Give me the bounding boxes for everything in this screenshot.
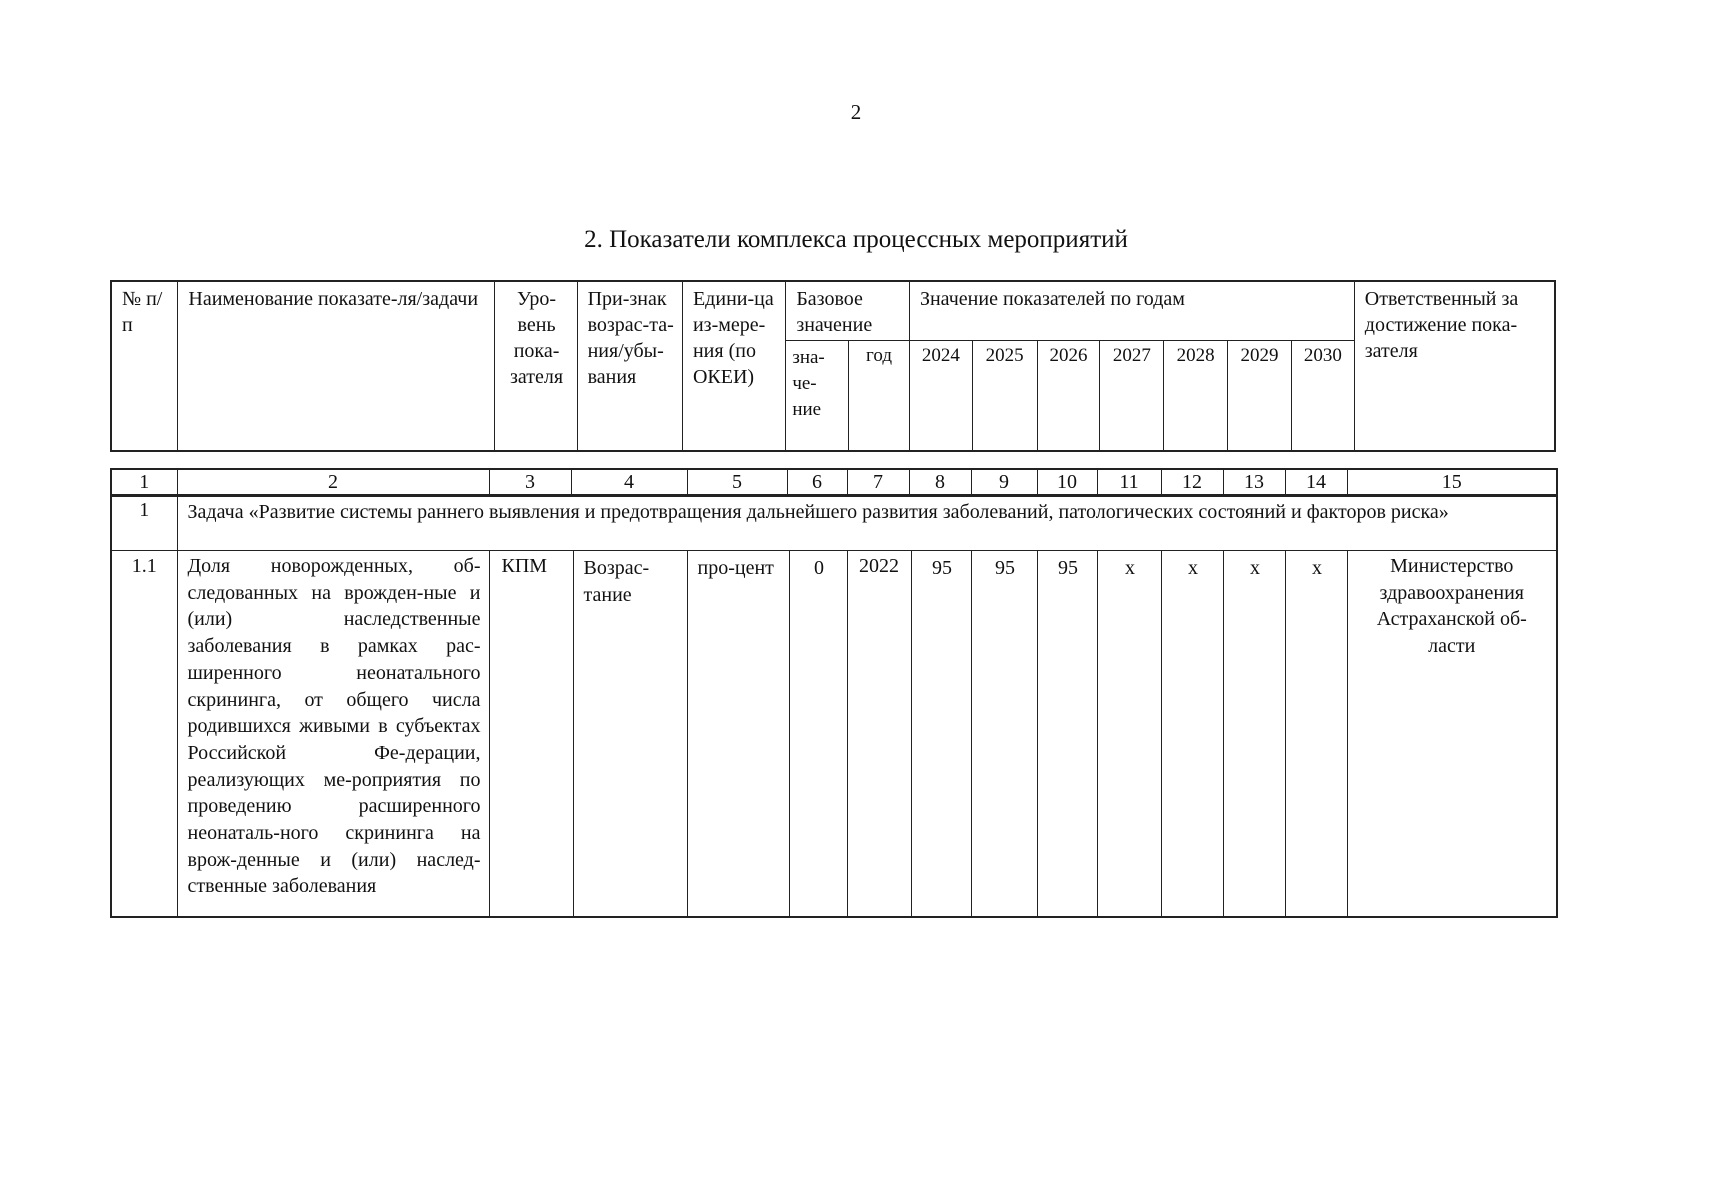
header-year: 2027 <box>1100 341 1164 451</box>
header-level: Уро-вень пока-зателя <box>494 281 577 451</box>
header-base: Базовое значение <box>786 281 910 341</box>
column-number: 11 <box>1097 469 1161 495</box>
task-number: 1 <box>111 497 177 551</box>
indicator-base-year: 2022 <box>847 551 911 917</box>
indicator-value: х <box>1161 551 1223 917</box>
header-values: Значение показателей по годам <box>909 281 1354 341</box>
header-year: 2026 <box>1037 341 1100 451</box>
indicator-name: Доля новорожденных, об-следованных на врожден-ные и (или) наследственные заболевания в рамках рас-ширенного неонатального скрининга, от общего числа родившихся живыми в субъектах Российской Фе-дерации, реализующих ме-роприятия по проведению расширенного неонаталь-ного скрининга на врож-денные и (или) наслед-ственные заболевания <box>177 551 489 917</box>
column-number: 8 <box>909 469 971 495</box>
header-name: Наименование показате-ля/задачи <box>178 281 494 451</box>
indicator-value: х <box>1097 551 1161 917</box>
indicator-number: 1.1 <box>111 551 177 917</box>
indicator-value: 95 <box>971 551 1037 917</box>
indicator-level: КПМ <box>489 551 573 917</box>
indicator-value: х <box>1285 551 1347 917</box>
section-heading: 2. Показатели комплекса процессных мероприятий <box>584 226 1128 253</box>
column-number: 14 <box>1285 469 1347 495</box>
header-base-value: зна-че-ние <box>786 341 849 451</box>
indicator-responsible: Министерство здравоохранения Астраханской об-ласти <box>1347 551 1557 917</box>
indicator-value: 95 <box>1037 551 1097 917</box>
column-number: 1 <box>111 469 177 495</box>
column-number: 5 <box>687 469 787 495</box>
indicator-sign: Возрас-тание <box>573 551 687 917</box>
header-year: 2029 <box>1228 341 1292 451</box>
column-number: 10 <box>1037 469 1097 495</box>
column-numbers-table <box>110 468 1558 496</box>
indicators-body-table <box>110 496 1558 918</box>
header-base-year: год <box>849 341 910 451</box>
column-number: 3 <box>489 469 571 495</box>
column-number: 4 <box>571 469 687 495</box>
header-year: 2028 <box>1164 341 1228 451</box>
column-number: 9 <box>971 469 1037 495</box>
header-responsible: Ответственный за достижение пока-зателя <box>1354 281 1555 451</box>
indicator-value: х <box>1223 551 1285 917</box>
header-year: 2030 <box>1291 341 1354 451</box>
column-number: 6 <box>787 469 847 495</box>
indicator-value: 95 <box>911 551 971 917</box>
column-number: 12 <box>1161 469 1223 495</box>
header-year: 2024 <box>909 341 972 451</box>
header-sign: При-знак возрас-та-ния/убы-вания <box>577 281 682 451</box>
header-unit: Едини-ца из-мере-ния (по ОКЕИ) <box>682 281 785 451</box>
column-number: 7 <box>847 469 909 495</box>
header-year: 2025 <box>972 341 1037 451</box>
header-num: № п/п <box>111 281 178 451</box>
page-number: 2 <box>850 100 862 124</box>
column-number: 2 <box>177 469 489 495</box>
indicator-base-value: 0 <box>789 551 847 917</box>
indicator-unit: про-цент <box>687 551 789 917</box>
indicators-header-table <box>110 280 1556 452</box>
column-number: 13 <box>1223 469 1285 495</box>
column-number: 15 <box>1347 469 1557 495</box>
task-text: Задача «Развитие системы раннего выявления и предотвращения дальнейшего развития заболеваний, патологических состояний и факторов риска» <box>177 497 1557 551</box>
